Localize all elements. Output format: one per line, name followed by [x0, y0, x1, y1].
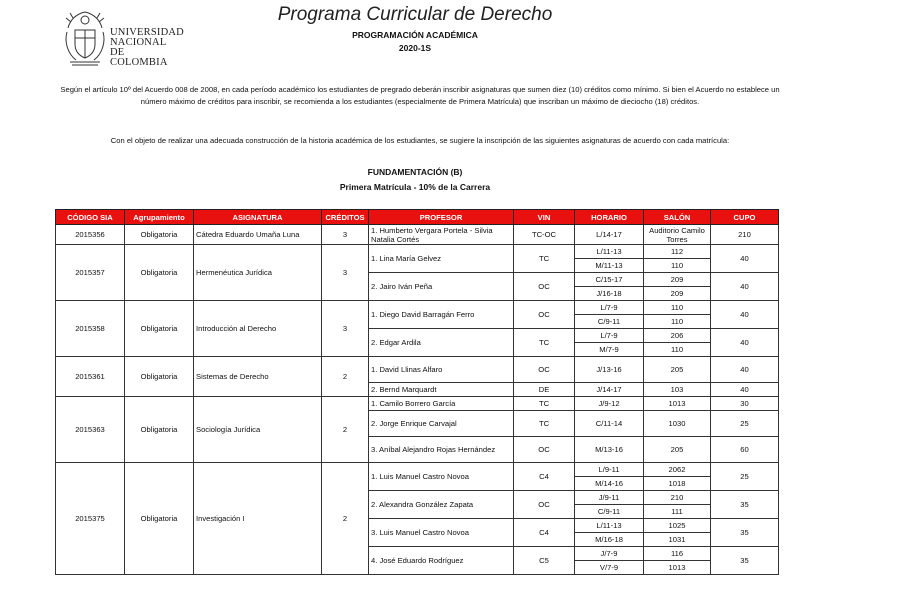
instruction-paragraph: Con el objeto de realizar una adecuada construcción de la historia académica de los estudiantes, se sugiere la inscripción de las siguientes asignaturas de acuerdo con cada matrícula: — [110, 136, 730, 145]
classroom: 110 — [644, 343, 711, 357]
professor-vin: DE — [514, 383, 575, 397]
logo-line-3: DE COLOMBIA — [110, 47, 168, 68]
capacity: 40 — [711, 329, 779, 357]
course-grouping: Obligatoria — [125, 245, 194, 301]
capacity: 35 — [711, 547, 779, 575]
academic-period: 2020-1S — [398, 43, 432, 53]
schedule-slot: C/9-11 — [575, 315, 644, 329]
course-grouping: Obligatoria — [125, 225, 194, 245]
schedule-slot: M/7-9 — [575, 343, 644, 357]
capacity: 40 — [711, 301, 779, 329]
course-credits: 2 — [322, 397, 369, 463]
table-row — [56, 357, 779, 383]
classroom: 205 — [644, 357, 711, 383]
schedule-slot: V/7-9 — [575, 561, 644, 575]
course-credits: 3 — [322, 245, 369, 301]
capacity: 40 — [711, 383, 779, 397]
course-name: Cátedra Eduardo Umaña Luna — [194, 225, 322, 245]
capacity: 40 — [711, 357, 779, 383]
table-row — [56, 301, 779, 315]
section-subtitle: Primera Matrícula - 10% de la Carrera — [339, 182, 491, 192]
course-grouping: Obligatoria — [125, 301, 194, 357]
course-code: 2015361 — [56, 357, 125, 397]
table-row — [56, 225, 779, 245]
classroom: 2062 — [644, 463, 711, 477]
course-grouping: Obligatoria — [125, 357, 194, 397]
schedule-slot: J/7-9 — [575, 547, 644, 561]
professor-vin: TC — [514, 411, 575, 437]
course-code: 2015357 — [56, 245, 125, 301]
capacity: 35 — [711, 491, 779, 519]
capacity: 40 — [711, 273, 779, 301]
course-credits: 3 — [322, 301, 369, 357]
classroom: 1013 — [644, 561, 711, 575]
course-name: Sistemas de Derecho — [194, 357, 322, 397]
classroom: Auditorio Camilo Torres — [644, 225, 711, 245]
schedule-slot: J/9-12 — [575, 397, 644, 411]
schedule-slot: C/11-14 — [575, 411, 644, 437]
column-header-capacity: CUPO — [711, 210, 779, 225]
logo-line-1: UNIVERSIDAD — [110, 27, 184, 38]
schedule-slot: M/16-18 — [575, 533, 644, 547]
page-subtitle: PROGRAMACIÓN ACADÉMICA — [352, 30, 478, 40]
schedule-slot: C/9-11 — [575, 505, 644, 519]
schedule-slot: M/13-16 — [575, 437, 644, 463]
schedule-slot: L/9-11 — [575, 463, 644, 477]
page-title: Programa Curricular de Derecho — [277, 4, 553, 25]
course-code: 2015358 — [56, 301, 125, 357]
schedule-slot: L/7-9 — [575, 301, 644, 315]
professor-vin: OC — [514, 437, 575, 463]
professor-name: 2. Jairo Iván Peña — [369, 273, 514, 301]
course-credits: 2 — [322, 463, 369, 575]
professor-name: 4. José Eduardo Rodríguez — [369, 547, 514, 575]
classroom: 110 — [644, 259, 711, 273]
course-grouping: Obligatoria — [125, 397, 194, 463]
professor-vin: OC — [514, 301, 575, 329]
professor-name: 3. Luis Manuel Castro Novoa — [369, 519, 514, 547]
capacity: 60 — [711, 437, 779, 463]
schedule-slot: J/9-11 — [575, 491, 644, 505]
professor-name: 2. Alexandra González Zapata — [369, 491, 514, 519]
column-header-code: CÓDIGO SIA — [56, 210, 125, 225]
professor-name: 2. Jorge Enrique Carvajal — [369, 411, 514, 437]
schedule-slot: L/7-9 — [575, 329, 644, 343]
schedule-slot: L/11-13 — [575, 519, 644, 533]
professor-vin: OC — [514, 357, 575, 383]
capacity: 25 — [711, 463, 779, 491]
professor-name: 1. Lina María Gelvez — [369, 245, 514, 273]
schedule-slot: J/13-16 — [575, 357, 644, 383]
course-credits: 2 — [322, 357, 369, 397]
column-header-vin: VIN — [514, 210, 575, 225]
course-grouping: Obligatoria — [125, 463, 194, 575]
table-row — [56, 245, 779, 259]
professor-vin: TC — [514, 245, 575, 273]
table-row — [56, 397, 779, 411]
course-name: Sociología Jurídica — [194, 397, 322, 463]
capacity: 40 — [711, 245, 779, 273]
professor-name: 2. Bernd Marquardt — [369, 383, 514, 397]
schedule-slot: C/15-17 — [575, 273, 644, 287]
course-code: 2015375 — [56, 463, 125, 575]
schedule-slot: J/14-17 — [575, 383, 644, 397]
classroom: 1018 — [644, 477, 711, 491]
professor-vin: TC-OC — [514, 225, 575, 245]
professor-name: 1. Humberto Vergara Portela - Silvia Natalia Cortés — [369, 225, 514, 245]
column-header-subject: ASIGNATURA — [194, 210, 322, 225]
capacity: 30 — [711, 397, 779, 411]
professor-vin: C5 — [514, 547, 575, 575]
schedule-slot: L/11-13 — [575, 245, 644, 259]
column-header-credits: CRÉDITOS — [322, 210, 369, 225]
classroom: 210 — [644, 491, 711, 505]
schedule-slot: M/11-13 — [575, 259, 644, 273]
classroom: 103 — [644, 383, 711, 397]
column-header-professor: PROFESOR — [369, 210, 514, 225]
professor-vin: TC — [514, 329, 575, 357]
table-header-row — [56, 210, 779, 225]
course-name: Investigación I — [194, 463, 322, 575]
professor-name: 1. David Llinas Alfaro — [369, 357, 514, 383]
classroom: 1013 — [644, 397, 711, 411]
professor-vin: C4 — [514, 463, 575, 491]
course-code: 2015356 — [56, 225, 125, 245]
column-header-group: Agrupamiento — [125, 210, 194, 225]
classroom: 112 — [644, 245, 711, 259]
schedule-slot: L/14-17 — [575, 225, 644, 245]
classroom: 1031 — [644, 533, 711, 547]
classroom: 206 — [644, 329, 711, 343]
section-title: FUNDAMENTACIÓN (B) — [367, 167, 463, 177]
classroom: 110 — [644, 301, 711, 315]
professor-name: 3. Aníbal Alejandro Rojas Hernández — [369, 437, 514, 463]
professor-name: 2. Edgar Ardila — [369, 329, 514, 357]
intro-paragraph: Según el artículo 10º del Acuerdo 008 de 2008, en cada período académico los estudiantes de pregrado deberán inscribir asignaturas que sumen diez (10) créditos como mínimo. Si bien el Acuerdo no establece un número máximo de créditos para inscribir, se recomienda a los estudiantes (especialmente de Primera Matrícula) que inscriban un máximo de dieciocho (18) créditos. — [60, 85, 780, 106]
professor-name: 1. Camilo Borrero García — [369, 397, 514, 411]
professor-vin: OC — [514, 273, 575, 301]
course-code: 2015363 — [56, 397, 125, 463]
table-row — [56, 463, 779, 477]
schedule-slot: M/14-16 — [575, 477, 644, 491]
course-table — [55, 209, 779, 575]
classroom: 209 — [644, 287, 711, 301]
capacity: 35 — [711, 519, 779, 547]
professor-name: 1. Diego David Barragán Ferro — [369, 301, 514, 329]
classroom: 111 — [644, 505, 711, 519]
classroom: 1030 — [644, 411, 711, 437]
classroom: 1025 — [644, 519, 711, 533]
column-header-room: SALÓN — [644, 210, 711, 225]
logo-line-2: NACIONAL — [110, 37, 167, 48]
course-credits: 3 — [322, 225, 369, 245]
professor-name: 1. Luis Manuel Castro Novoa — [369, 463, 514, 491]
schedule-slot: J/16-18 — [575, 287, 644, 301]
capacity: 25 — [711, 411, 779, 437]
column-header-schedule: HORARIO — [575, 210, 644, 225]
classroom: 116 — [644, 547, 711, 561]
classroom: 110 — [644, 315, 711, 329]
classroom: 205 — [644, 437, 711, 463]
professor-vin: OC — [514, 491, 575, 519]
professor-vin: C4 — [514, 519, 575, 547]
capacity: 210 — [711, 225, 779, 245]
course-name: Introducción al Derecho — [194, 301, 322, 357]
classroom: 209 — [644, 273, 711, 287]
professor-vin: TC — [514, 397, 575, 411]
course-name: Hermenéutica Jurídica — [194, 245, 322, 301]
